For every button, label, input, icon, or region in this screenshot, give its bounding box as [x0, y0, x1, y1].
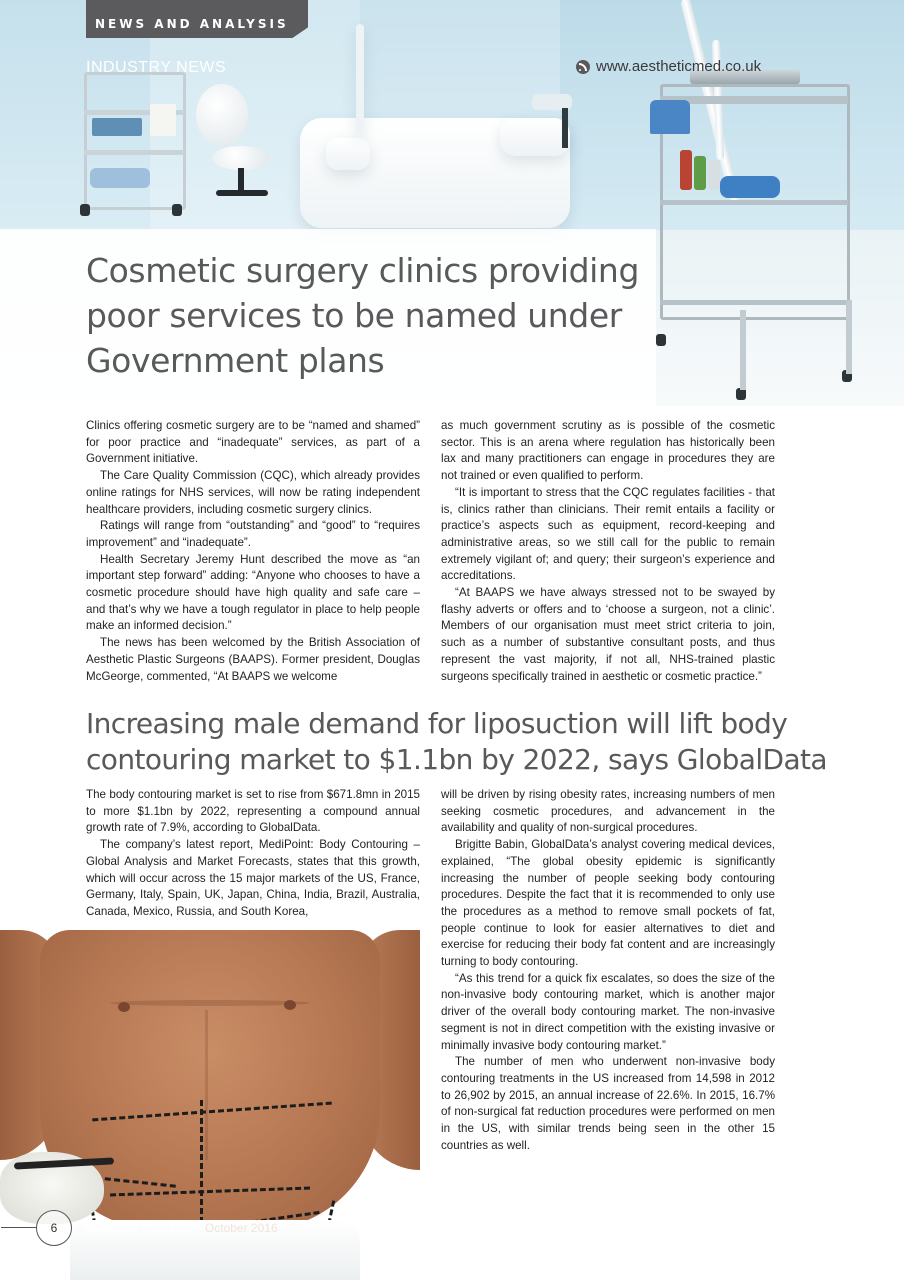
article-2-headline — [86, 706, 827, 778]
issue-date: October 2016 — [204, 1221, 278, 1235]
paragraph: Clinics offering cosmetic surgery are to be “named and shamed” for poor practice and “inadequate” services, as part of a Government initiative. — [86, 419, 420, 466]
article-1-headline: Cosmetic surgery clinics providing poor services to be named under Government plans — [86, 251, 639, 380]
website-link[interactable] — [576, 58, 761, 75]
publication-name: Aesthetic Medicine — [84, 1221, 193, 1235]
subsection-label: INDUSTRY NEWS — [86, 59, 227, 76]
page-footer — [36, 1210, 278, 1246]
rss-icon — [576, 60, 590, 74]
paragraph: The news has been welcomed by the British Association of Aesthetic Plastic Surgeons (BAAPS). Former president, Douglas McGeorge, commented, “At BAAPS we welcome — [86, 636, 420, 683]
article-1-column-2 — [441, 418, 775, 685]
footer-separator: • — [196, 1221, 201, 1235]
paragraph: Ratings will range from “outstanding” and “good” to “requires improvement” and “inadequate”. — [86, 519, 420, 549]
website-url[interactable]: www.aestheticmed.co.uk — [596, 58, 762, 75]
article-2-column-2 — [441, 787, 775, 1154]
article-2-column-1 — [86, 787, 420, 921]
section-label: NEWS AND ANALYSIS — [95, 17, 289, 31]
paragraph: “As this trend for a quick fix escalates, so does the size of the non-invasive body contouring market, which is another major driver of the overall body contouring market. The non-invasive segment is not in direct competition with the existing invasive or minimally invasive body contouring market.” — [441, 971, 775, 1052]
article-2-headline-line-2: contouring market to $1.1bn by 2022, says GlobalData — [86, 743, 827, 776]
paragraph: The number of men who underwent non-invasive body contouring treatments in the US increased from 14,598 in 2012 to 26,902 by 2015, an annual increase of 22.6%. In 2015, 16.7% of non-surgical fat reduction procedures were performed on men in the US, with similar trends being seen in the other 15 countries as well. — [441, 1055, 775, 1152]
page-number: 6 — [36, 1210, 72, 1246]
paragraph: will be driven by rising obesity rates, increasing numbers of men seeking cosmetic procedures, and advancement in the availability and quality of non-surgical procedures. — [441, 788, 775, 835]
paragraph: The Care Quality Commission (CQC), which already provides online ratings for NHS services, will now be rating independent healthcare providers, including cosmetic surgery clinics. — [86, 469, 420, 516]
paragraph: Brigitte Babin, GlobalData’s analyst covering medical devices, explained, “The global obesity epidemic is significantly increasing the number of people seeking body contouring procedures. Despite the fact that it is recommended to only use the procedures as a method to remove small pockets of fat, people continue to look for easier alternatives to diet and exercise for reducing their body fat content and are increasingly turning to body contouring. — [441, 838, 775, 969]
paragraph: Health Secretary Jeremy Hunt described the move as “an important step forward” adding: “Anyone who chooses to have a cosmetic procedure should have high quality and safe care – and that’s why we have a tough regulator in place to help people make an informed decision.” — [86, 552, 420, 633]
article-2-headline-line-1: Increasing male demand for liposuction will lift body — [86, 707, 788, 740]
paragraph: “It is important to stress that the CQC regulates facilities - that is, clinics rather than clinicians. Their remit entails a facility or practice’s aspects such as equipment, record-keeping and administrative areas, so we still call for the public to remain extremely vigilant of; and query; their surgeon’s experience and accreditations. — [441, 485, 775, 583]
paragraph: The body contouring market is set to rise from $671.8mn in 2015 to more $1.1bn by 2022, representing a compound annual growth rate of 7.9%, according to GlobalData. — [86, 788, 420, 835]
article-1-column-1 — [86, 418, 420, 685]
paragraph: as much government scrutiny as is possible of the cosmetic sector. This is an arena where regulation has historically been lax and many practitioners can engage in procedures they are not trained or even qualified to perform. — [441, 419, 775, 483]
paragraph: The company’s latest report, MediPoint: Body Contouring – Global Analysis and Market Forecasts, states that this growth, which will occur across the 15 major markets of the US, France, Germany, Italy, Spain, UK, Japan, China, India, Brazil, Australia, Canada, Mexico, Russia, and South Korea, — [86, 838, 420, 918]
paragraph: “At BAAPS we have always stressed not to be swayed by flashy adverts or offers and to ‘choose a surgeon, not a clinic’. Members of our organisation must meet strict criteria to join, such as a number of substantive consultant posts, and thus represent the vast majority, if not all, NHS-trained plastic surgeons specifically trained in aesthetic or cosmetic practice.” — [441, 586, 775, 683]
